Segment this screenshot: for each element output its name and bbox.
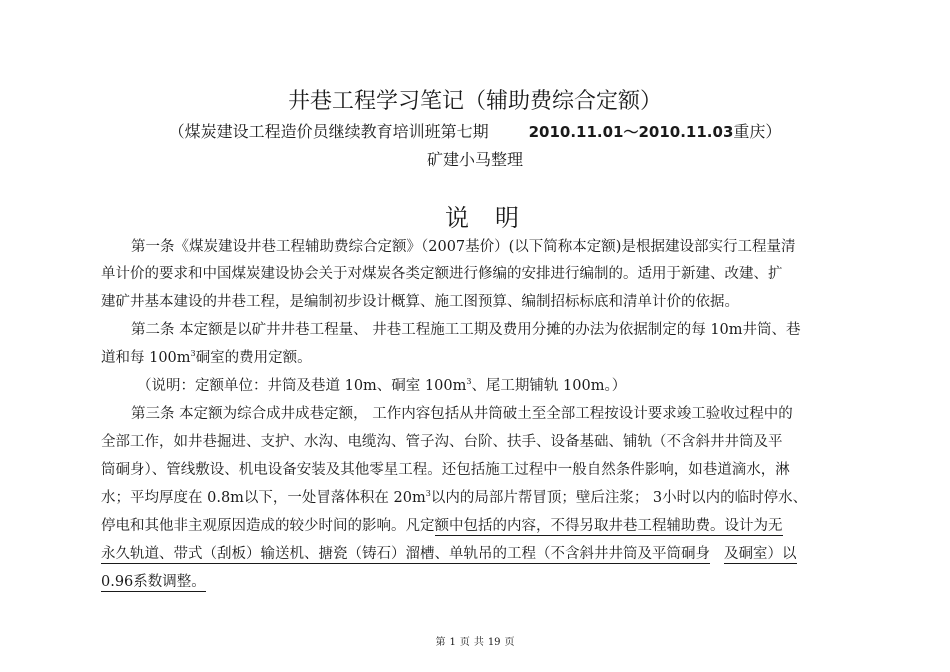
article2-line2-b: 硐室的费用定额。 xyxy=(195,350,312,366)
unit-note-a: （说明：定额单位：井筒及巷道 10m、硐室 100m xyxy=(137,378,467,394)
footer-suffix: 页 xyxy=(504,637,515,648)
article3-line4 xyxy=(101,486,807,507)
page-footer xyxy=(0,633,950,648)
unit-note-b: 、尾工期铺轨 100m。） xyxy=(471,378,627,394)
article1-line2: 单计价的要求和中国煤炭建设协会关于对煤炭各类定额进行修编的安排进行编制的。适用于新建、改建、扩 xyxy=(101,266,783,282)
article1-line1: 第一条《煤炭建设井巷工程辅助费综合定额》（2007基价）(以下简称本定额)是根据建设部实行工程量清 xyxy=(131,239,796,255)
footer-prefix: 第 xyxy=(435,637,446,648)
article2-line2-a: 道和每 100m xyxy=(101,350,191,366)
subtitle-date: 2010.11.01～2010.11.03 xyxy=(528,123,734,141)
article2-line1: 第二条 本定额是以矿井井巷工程量、 井巷工程施工工期及费用分摊的办法为依据制定的每 10m井筒、巷 xyxy=(131,322,801,338)
article3-line2: 全部工作，如井巷掘进、支护、水沟、电缆沟、管子沟、台阶、扶手、设备基础、铺轨（不含斜井井筒及平 xyxy=(101,434,783,450)
article2-line2 xyxy=(101,346,312,367)
article3-line6 xyxy=(101,542,797,563)
document-title: 井巷工程学习笔记（辅助费综合定额） xyxy=(287,89,662,114)
article3-line7 xyxy=(101,570,206,591)
superscript-3: 3 xyxy=(466,377,472,386)
footer-mid1: 页 xyxy=(459,637,470,648)
document-subtitle xyxy=(0,119,950,142)
underlined-text: 及硐室 xyxy=(724,546,768,562)
subtitle-prefix: （煤炭建设工程造价员继续教育培训班第七期 xyxy=(168,122,489,141)
article3-line3: 筒硐身）、管线敷设、机电设备安装及其他零星工程。还包括施工过程中一般自然条件影响，如巷道滴水，淋 xyxy=(101,462,790,478)
article3-line4-b: 以内的局部片帮冒顶；壁后注浆； 3小时以内的临时停水、 xyxy=(430,490,808,506)
superscript-3: 3 xyxy=(425,489,431,498)
underlined-text: 额中包括的内容，不得另取井巷工程辅助费。设计为无 xyxy=(434,518,783,534)
total-pages: 19 xyxy=(487,637,501,648)
superscript-3: 3 xyxy=(190,349,196,358)
underlined-text: ）以 xyxy=(767,546,797,562)
article3-line1: 第三条 本定额为综合成井成巷定额， 工作内容包括从井筒破土至全部工程按设计要求竣工验收过程中的 xyxy=(131,406,793,422)
article1-line3: 建矿井基本建设的井巷工程，是编制初步设计概算、施工图预算、编制招标标底和清单计价的依据。 xyxy=(101,294,739,310)
footer-mid2: 共 xyxy=(473,637,484,648)
article3-line4-a: 水；平均厚度在 0.8m以下，一处冒落体积在 20m xyxy=(101,490,426,506)
section-heading: 说明 xyxy=(445,204,545,232)
article3-line5 xyxy=(101,514,783,535)
article3-line5-a: 停电和其他非主观原因造成的较少时间的影响。凡定 xyxy=(101,518,435,534)
page-number: 1 xyxy=(449,637,456,648)
document-author: 矿建小马整理 xyxy=(426,150,523,169)
underlined-text: 永久轨道、带式（刮板）输送机、搪瓷（铸石）溜槽、单轨吊的工程（不含斜井井筒及平筒硐身 xyxy=(101,546,710,562)
unit-note xyxy=(137,374,626,395)
underlined-text: 0.96系数调整。 xyxy=(101,574,206,590)
subtitle-suffix: 重庆） xyxy=(733,122,782,141)
